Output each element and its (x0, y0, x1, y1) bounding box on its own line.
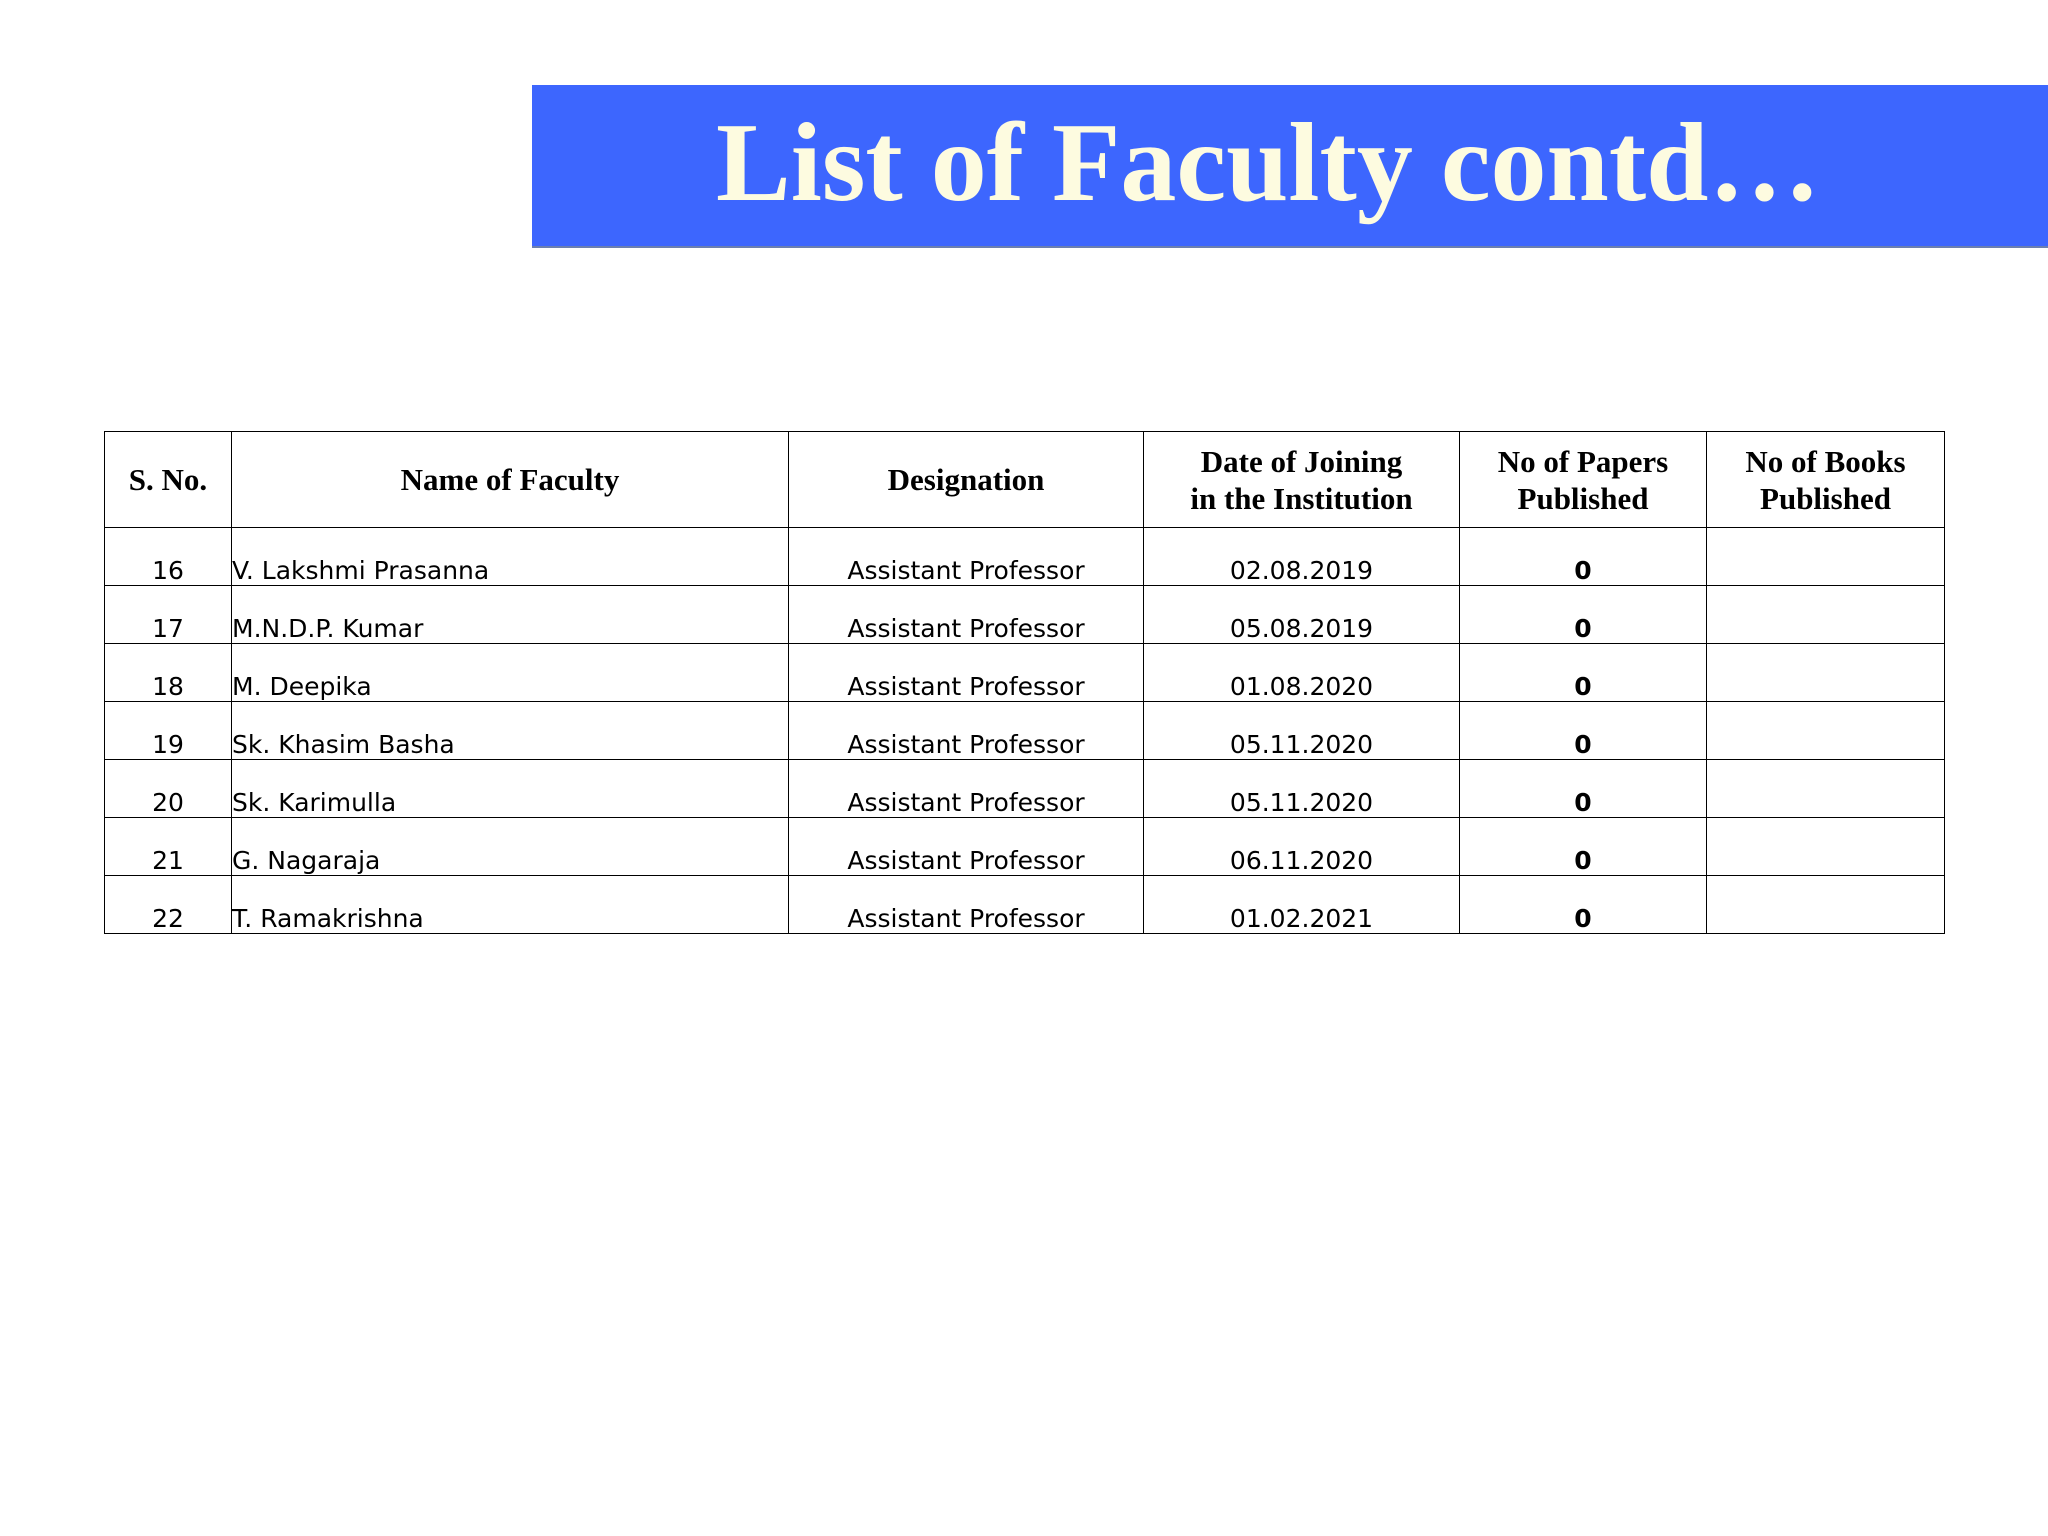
cell-date-of-joining: 05.08.2019 (1144, 586, 1460, 644)
header-doj-line1: Date of Joining (1200, 443, 1403, 479)
page-title: List of Faculty contd… (716, 101, 1821, 225)
cell-date-of-joining: 01.08.2020 (1144, 644, 1460, 702)
table-row (105, 702, 1945, 760)
table-row (105, 818, 1945, 876)
cell-name: Sk. Karimulla (232, 760, 789, 818)
cell-designation: Assistant Professor (789, 818, 1144, 876)
cell-designation: Assistant Professor (789, 760, 1144, 818)
cell-sno: 21 (105, 818, 232, 876)
header-sno: S. No. (105, 432, 232, 528)
cell-name: G. Nagaraja (232, 818, 789, 876)
cell-papers: 0 (1460, 760, 1707, 818)
cell-name: V. Lakshmi Prasanna (232, 528, 789, 586)
cell-papers: 0 (1460, 586, 1707, 644)
title-banner (532, 85, 2048, 248)
cell-date-of-joining: 05.11.2020 (1144, 702, 1460, 760)
cell-designation: Assistant Professor (789, 586, 1144, 644)
table-row (105, 644, 1945, 702)
cell-sno: 19 (105, 702, 232, 760)
cell-papers: 0 (1460, 876, 1707, 934)
cell-papers: 0 (1460, 528, 1707, 586)
cell-books (1707, 586, 1945, 644)
cell-sno: 20 (105, 760, 232, 818)
table-row (105, 586, 1945, 644)
faculty-table (104, 431, 1945, 934)
cell-designation: Assistant Professor (789, 876, 1144, 934)
cell-books (1707, 876, 1945, 934)
cell-name: T. Ramakrishna (232, 876, 789, 934)
table-row (105, 760, 1945, 818)
cell-sno: 16 (105, 528, 232, 586)
table-header-row (105, 432, 1945, 528)
table-row (105, 876, 1945, 934)
cell-papers: 0 (1460, 644, 1707, 702)
cell-sno: 18 (105, 644, 232, 702)
cell-designation: Assistant Professor (789, 528, 1144, 586)
cell-books (1707, 702, 1945, 760)
header-date-of-joining (1144, 432, 1460, 528)
cell-date-of-joining: 01.02.2021 (1144, 876, 1460, 934)
header-books-line1: No of Books (1745, 443, 1906, 479)
header-books-published (1707, 432, 1945, 528)
cell-sno: 17 (105, 586, 232, 644)
cell-designation: Assistant Professor (789, 702, 1144, 760)
cell-designation: Assistant Professor (789, 644, 1144, 702)
cell-name: M. Deepika (232, 644, 789, 702)
header-papers-published (1460, 432, 1707, 528)
header-papers-line1: No of Papers (1497, 443, 1669, 479)
cell-papers: 0 (1460, 702, 1707, 760)
cell-date-of-joining: 06.11.2020 (1144, 818, 1460, 876)
table-row (105, 528, 1945, 586)
cell-books (1707, 760, 1945, 818)
cell-books (1707, 644, 1945, 702)
header-doj-line2: in the Institution (1190, 480, 1413, 516)
cell-books (1707, 528, 1945, 586)
cell-books (1707, 818, 1945, 876)
cell-name: M.N.D.P. Kumar (232, 586, 789, 644)
cell-papers: 0 (1460, 818, 1707, 876)
cell-name: Sk. Khasim Basha (232, 702, 789, 760)
header-books-line2: Published (1760, 480, 1891, 516)
header-designation: Designation (789, 432, 1144, 528)
cell-date-of-joining: 05.11.2020 (1144, 760, 1460, 818)
cell-sno: 22 (105, 876, 232, 934)
header-name: Name of Faculty (232, 432, 789, 528)
cell-date-of-joining: 02.08.2019 (1144, 528, 1460, 586)
header-papers-line2: Published (1517, 480, 1649, 516)
